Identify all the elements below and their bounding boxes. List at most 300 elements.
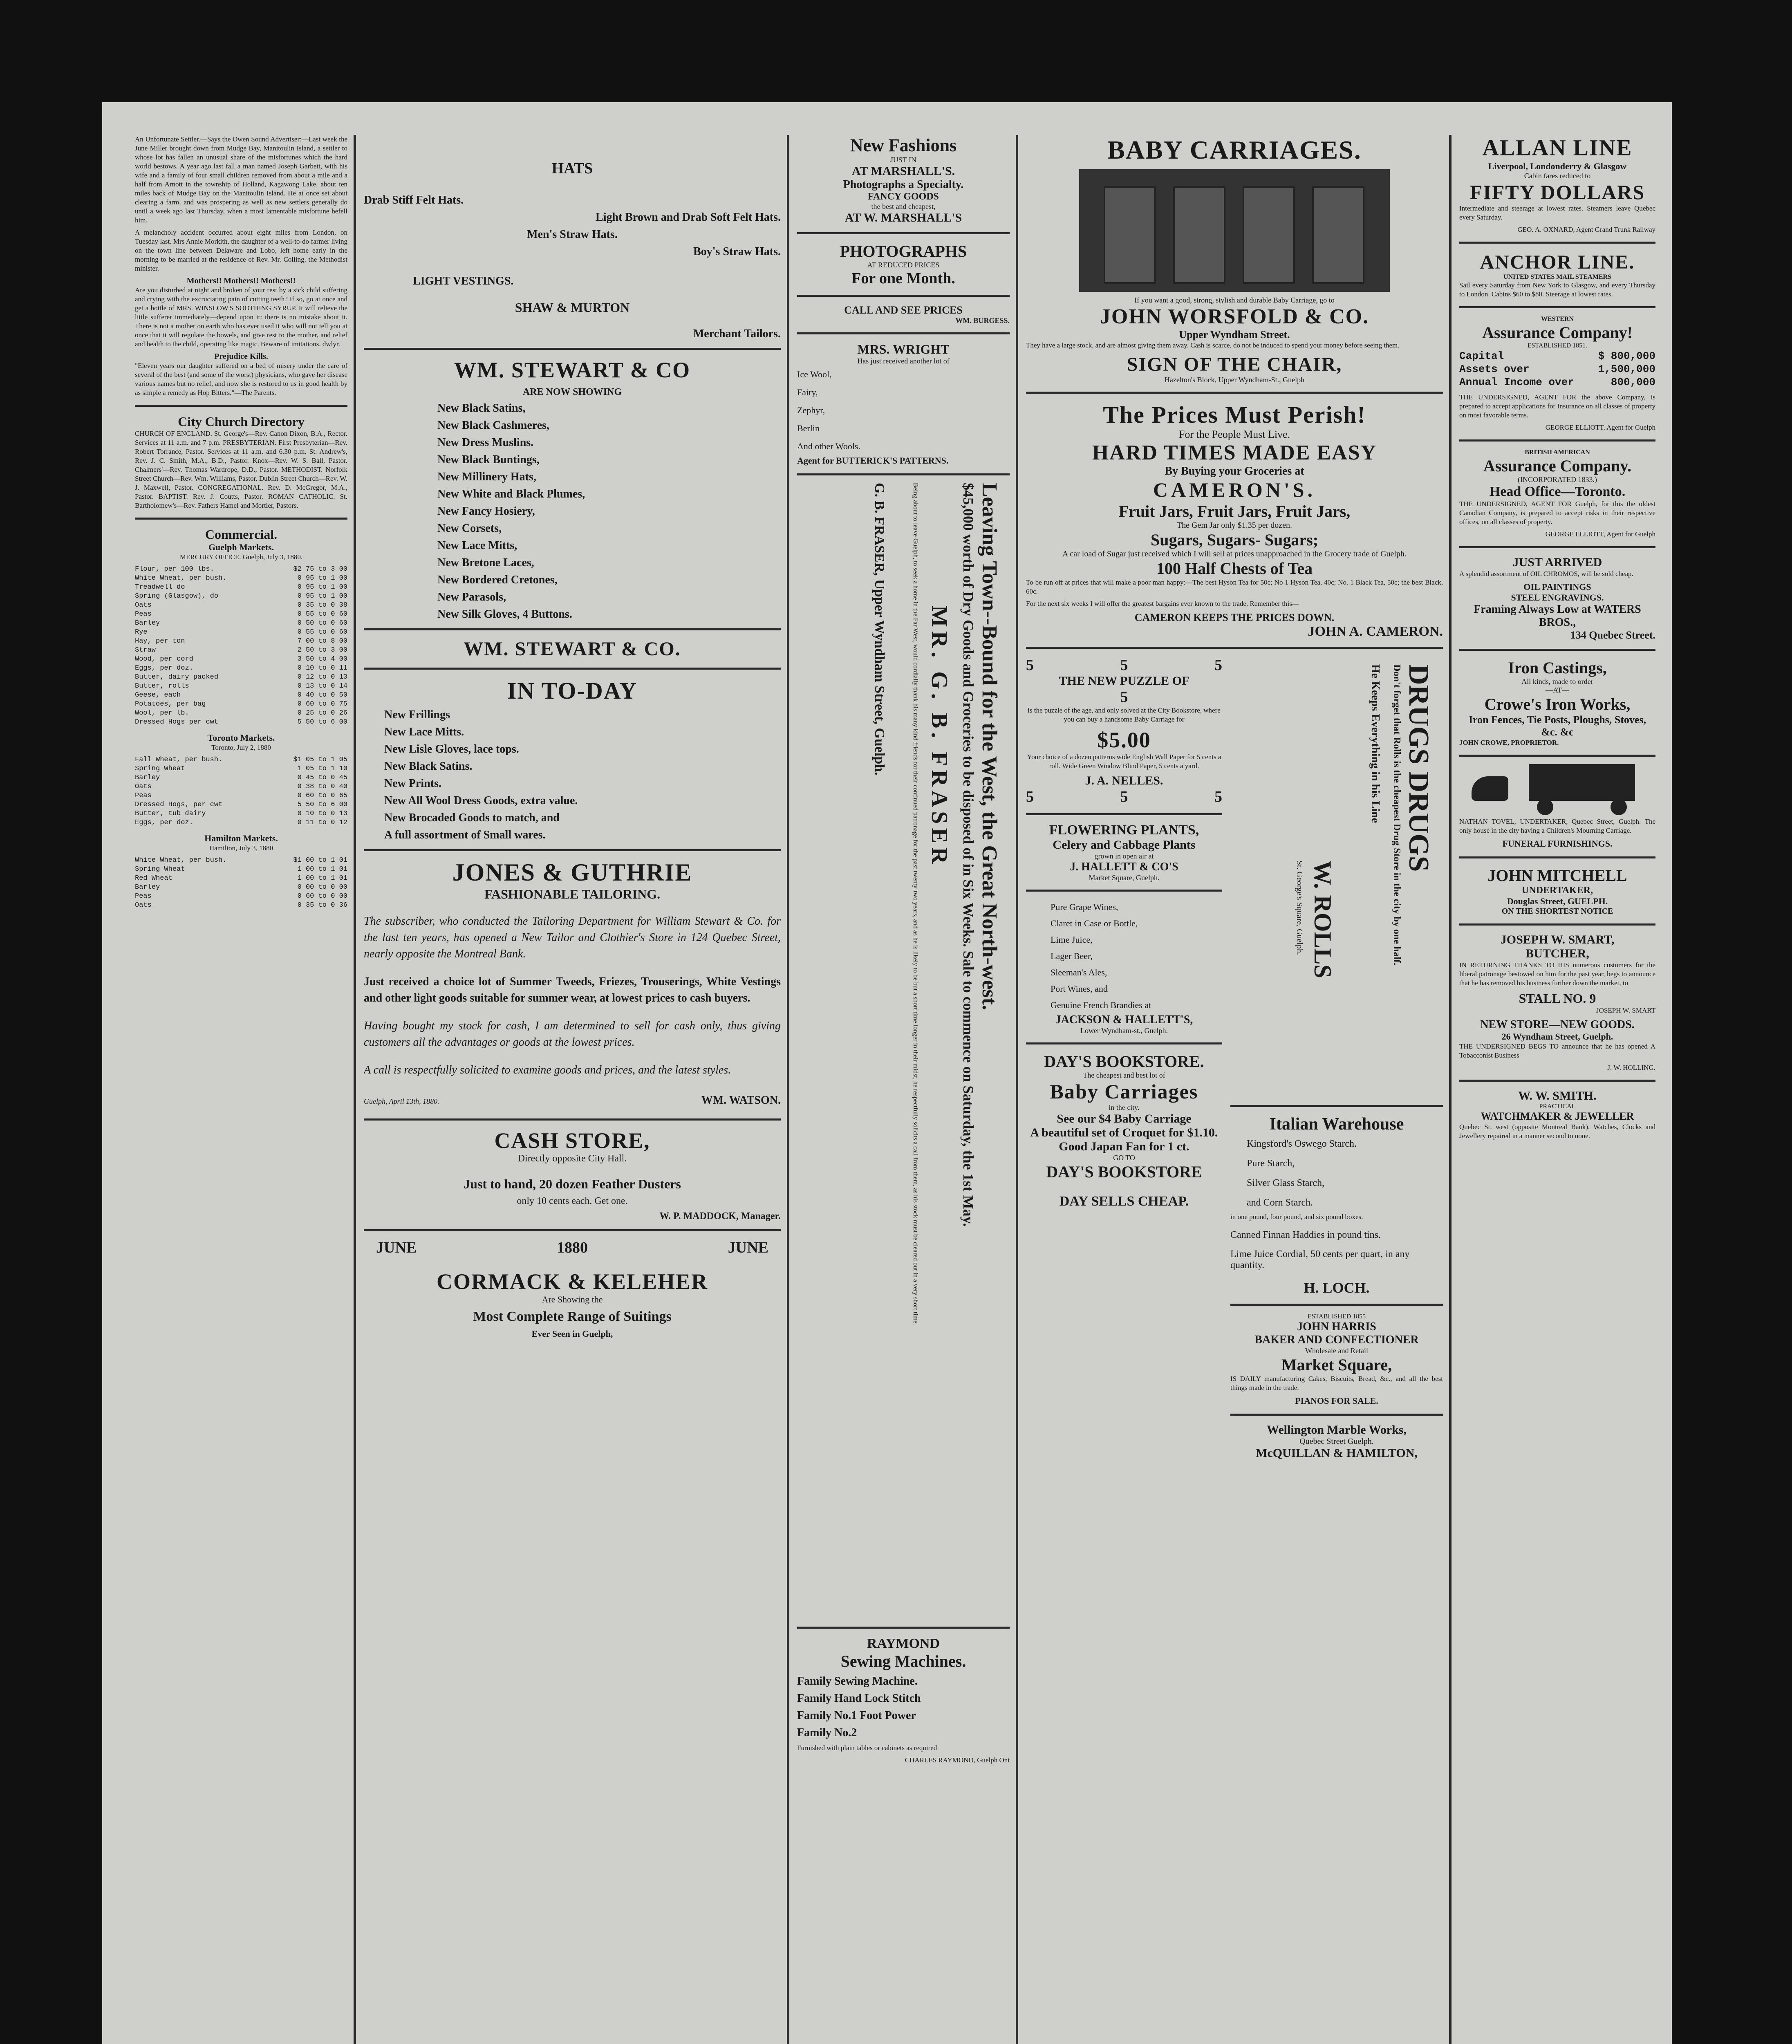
- cormack-guelph: Ever Seen in Guelph,: [531, 1329, 613, 1339]
- keeps-everything: He Keeps Everything in his Line: [1369, 664, 1382, 823]
- market-row: [135, 856, 347, 865]
- worsfold-text: They have a large stock, and are almost giving them away. Cash is scarce, do not be induced to spend your money before seeing them.: [1026, 341, 1400, 349]
- market-price: 0 00 to 0 00: [297, 883, 347, 891]
- fruit-jars: Fruit Jars, Fruit Jars, Fruit Jars,: [1118, 502, 1351, 520]
- market-price: 0 35 to 0 38: [297, 601, 347, 609]
- column-ads-right: [1026, 135, 1443, 2044]
- market-price: 0 12 to 0 13: [297, 673, 347, 681]
- anchor-line: ANCHOR LINE.: [1480, 251, 1635, 273]
- sign-of-chair: SIGN OF THE CHAIR,: [1127, 354, 1342, 375]
- john-mitchell: JOHN MITCHELL: [1487, 866, 1627, 885]
- tea-text-2: For the next six weeks I will offer the greatest bargains ever known to the trade. Remember this—: [1026, 600, 1299, 607]
- market-price: 5 50 to 6 00: [297, 718, 347, 726]
- market-row: [135, 601, 347, 610]
- market-row: [135, 818, 347, 827]
- baby-text: If you want a good, strong, stylish and durable Baby Carriage, go to: [1134, 296, 1335, 304]
- five-bottom-left: 5: [1026, 788, 1034, 805]
- stewart-item: New Black Buntings,: [437, 453, 540, 466]
- cormack-keleher: CORMACK & KELEHER: [436, 1269, 708, 1294]
- hats-item-3: Men's Straw Hats.: [527, 228, 618, 241]
- today-item: New Prints.: [384, 777, 441, 790]
- british-agent-text: THE UNDERSIGNED, AGENT FOR Guelph, for this the oldest Canadian Company, is prepared to accept risks in their respective offices, on all classes of property.: [1459, 500, 1655, 526]
- wine-item: Lime Juice,: [1051, 935, 1093, 945]
- divider: [1026, 813, 1222, 815]
- capital-label: Capital: [1459, 350, 1504, 362]
- five-bottom-mid: 5: [1120, 788, 1128, 805]
- fraser-signature: G. B. FRASER, Upper Wyndham Street, Guelph.: [872, 483, 887, 775]
- hats-item-2: Light Brown and Drab Soft Felt Hats.: [596, 211, 781, 224]
- vestings: LIGHT VESTINGS.: [413, 275, 514, 287]
- story-accident: A melancholy accident occurred about eight miles from London, on Tuesday last. Mrs Annie Morkith, the daughter of a well-to-do farmer living on the town line between Delaware and Lobo, left home early in the morning to be married at the residence of Rev. Mr. Colling, the Methodist minister.: [135, 229, 347, 272]
- puzzle-price: $5.00: [1097, 728, 1151, 752]
- divider: [1230, 1304, 1443, 1306]
- western-assurance: Assurance Company!: [1482, 323, 1633, 342]
- wine-item: Pure Grape Wines,: [1051, 902, 1118, 912]
- market-row: [135, 592, 347, 601]
- market-row: [135, 764, 347, 773]
- market-price: 0 11 to 0 12: [297, 819, 347, 827]
- divider: [364, 668, 781, 670]
- waters-bros: Framing Always Low at WATERS BROS.,: [1474, 603, 1641, 629]
- smart-signature: JOSEPH W. SMART: [1596, 1006, 1655, 1014]
- quebec-134: 134 Quebec Street.: [1570, 629, 1655, 641]
- june-left: JUNE: [376, 1239, 417, 1256]
- market-item: Barley: [135, 883, 160, 891]
- divider: [1459, 439, 1655, 442]
- british-assurance: Assurance Company.: [1483, 457, 1632, 475]
- church-heading: City Church Directory: [178, 414, 305, 429]
- market-row: [135, 664, 347, 673]
- grown: grown in open air at: [1094, 852, 1154, 860]
- butterick: Agent for BUTTERICK'S PATTERNS.: [797, 455, 949, 466]
- market-price: 0 60 to 0 65: [297, 792, 347, 800]
- fancy-goods-sub: the best and cheapest,: [871, 202, 936, 211]
- market-item: Wood, per cord: [135, 655, 193, 663]
- photographs-heading: PHOTOGRAPHS: [840, 242, 967, 260]
- harris-established: ESTABLISHED 1855: [1307, 1313, 1366, 1320]
- sugars: Sugars, Sugars- Sugars;: [1150, 531, 1319, 549]
- pianos: PIANOS FOR SALE.: [1295, 1396, 1378, 1406]
- stewart-item: New Millinery Hats,: [437, 471, 536, 483]
- w-rolls: W. ROLLS: [1309, 861, 1336, 978]
- today-item: New Lace Mitts.: [384, 726, 464, 738]
- wright-sub: Has just received another lot of: [857, 357, 950, 365]
- crowes-iron-works: Crowe's Iron Works,: [1484, 695, 1631, 713]
- iron-castings: Iron Castings,: [1508, 659, 1607, 677]
- market-row: [135, 619, 347, 628]
- finnan-haddies: Canned Finnan Haddies in pound tins.: [1230, 1230, 1381, 1240]
- column-rule: [787, 135, 789, 2044]
- market-row: [135, 691, 347, 700]
- market-item: White Wheat, per bush.: [135, 574, 227, 582]
- divider: [1459, 1080, 1655, 1082]
- jones-text-3: Having bought my stock for cash, I am determined to sell for cash only, thus giving customers all the advantages or goods at the lowest prices.: [364, 1020, 781, 1049]
- lime-juice: Lime Juice Cordial, 50 cents per quart, in any quantity.: [1230, 1249, 1410, 1271]
- gem-jar: The Gem Jar only $1.35 per dozen.: [1176, 521, 1292, 530]
- reduced-prices: AT REDUCED PRICES: [867, 261, 940, 269]
- starch-item: and Corn Starch.: [1247, 1197, 1313, 1208]
- market-row: [135, 874, 347, 883]
- john-a-cameron: JOHN A. CAMERON.: [1308, 624, 1443, 639]
- jones-text-4: A call is respectfully solicited to examine goods and prices, and the latest styles.: [364, 1064, 731, 1076]
- five-bottom-right: 5: [1214, 788, 1222, 805]
- fashionable-tailoring: FASHIONABLE TAILORING.: [484, 887, 661, 901]
- half-chests-tea: 100 Half Chests of Tea: [1156, 559, 1313, 578]
- divider: [1026, 890, 1222, 892]
- just-in: JUST IN: [890, 156, 917, 164]
- starch-item: Kingsford's Oswego Starch.: [1247, 1139, 1357, 1149]
- market-price: 0 55 to 0 60: [297, 610, 347, 618]
- story-settler: An Unfortunate Settler.—Says the Owen Sound Advertiser:—Last week the June Miller brought down from Mudge Bay, Manitoulin Island, a settler to whose lot has fallen an unusual share of the misfortunes which the hard world bestows. A year ago last fall a man named Joseph Garbett, with his wife and a family of four small children removed from about a mile and a half from Arnott in the township of Holland, Kagawong Lake, about ten miles back of Mudge Bay on the Manitoulin Island. He at once set about clearing a farm, and was prospering as well as new settlers generally do until a week ago last Thursday, when a most lamentable misfortune befell him.: [135, 135, 347, 224]
- sewing-signature: CHARLES RAYMOND, Guelph Ont: [905, 1756, 1010, 1764]
- tobacconist: THE UNDERSIGNED BEGS TO announce that he has opened A Tobacconist Business: [1459, 1042, 1655, 1059]
- wool-list: [797, 365, 1010, 455]
- wholesale: Wholesale and Retail: [1305, 1347, 1368, 1355]
- market-row: [135, 892, 347, 901]
- cameron-keeps: CAMERON KEEPS THE PRICES DOWN.: [1134, 612, 1335, 623]
- market-item: Red Wheat: [135, 874, 172, 882]
- wine-list: [1051, 899, 1222, 1013]
- smart-text: IN RETURNING THANKS TO HIS numerous customers for the liberal patronage bestowed on him for the past year, begs to announce that he has removed his business further down the market, to: [1459, 961, 1655, 987]
- market-price: 0 60 to 0 75: [297, 700, 347, 708]
- forty-five-thousand: $45,000 worth of Dry Goods and Groceries to be disposed of in Six Weeks. Sale to commence on Saturday, the 1st May.: [960, 483, 977, 1227]
- market-price: 0 40 to 0 50: [297, 691, 347, 699]
- chair-address: Hazelton's Block, Upper Wyndham-St., Guelph: [1164, 376, 1305, 384]
- market-price: 0 38 to 0 40: [297, 783, 347, 791]
- western: WESTERN: [1541, 316, 1574, 323]
- church-directory: CHURCH OF ENGLAND. St. George's—Rev. Canon Dixon, B.A., Rector. Services at 11 a.m. and 7 p.m. PRESBYTERIAN. First Presbyterian—Rev. Robert Torrance, Pastor. Services at 11 a.m. and 6.30 p.m. St. Andrew's, Rev. J. C. Smith, M.A., B.D., Pastor. Knox—Rev. W. S. Ball, Pastor. Chalmers'—Rev. Thomas Wardrope, D.D., Pastor. METHODIST. Norfolk Street Church—Rev. Wm. Williams, Pastor. Dublin Street Church—Rev. W. J. Maxwell, Pastor. CONGREGATIONAL. Rev. D. McGregor, M.A., Pastor. BAPTIST. Rev. J. Coutts, Pastor. ROMAN CATHOLIC. St. Bartholomew's—Rev. Fathers Hamel and Mortier, Pastors.: [135, 430, 347, 509]
- today-item: New Black Satins.: [384, 760, 473, 773]
- cormack-suitings: Most Complete Range of Suitings: [473, 1309, 672, 1324]
- market-item: Peas: [135, 792, 152, 800]
- market-item: Spring Wheat: [135, 765, 185, 773]
- upper-wyndham: Upper Wyndham Street.: [1179, 329, 1290, 341]
- steel-engravings: STEEL ENGRAVINGS.: [1511, 592, 1604, 603]
- watchmaker: WATCHMAKER & JEWELLER: [1481, 1110, 1634, 1122]
- burgess: WM. BURGESS.: [955, 316, 1010, 325]
- market-item: Oats: [135, 901, 152, 909]
- hard-times: HARD TIMES MADE EASY: [1092, 441, 1377, 464]
- toronto-markets-heading: Toronto Markets.: [207, 733, 275, 743]
- divider: [1459, 306, 1655, 308]
- allan-line: ALLAN LINE: [1482, 135, 1633, 161]
- harris-text: IS DAILY manufacturing Cakes, Biscuits, Bread, &c., and all the best things made in the trade.: [1230, 1375, 1443, 1392]
- chromos: A splendid assortment of OIL CHROMOS, will be sold cheap.: [1459, 570, 1633, 578]
- drugs-drugs: DRUGS DRUGS: [1403, 664, 1434, 872]
- market-price: $1 00 to 1 01: [293, 856, 347, 864]
- call-see-prices: CALL AND SEE PRICES: [844, 304, 963, 316]
- starch-item: Pure Starch,: [1247, 1158, 1295, 1169]
- divider: [797, 232, 1010, 234]
- wine-item: Sleeman's Ales,: [1051, 967, 1107, 977]
- divider: [364, 849, 781, 851]
- starch-list: [1247, 1134, 1443, 1213]
- market-row: [135, 700, 347, 709]
- divider: [1230, 1105, 1443, 1107]
- market-item: Fall Wheat, per bush.: [135, 756, 223, 764]
- divider: [797, 473, 1010, 475]
- john-harris: JOHN HARRIS: [1297, 1320, 1376, 1333]
- column-notices: [1459, 135, 1655, 2044]
- market-price: 5 50 to 6 00: [297, 801, 347, 809]
- market-row: [135, 782, 347, 791]
- british-american: BRITISH AMERICAN: [1525, 449, 1590, 456]
- by-buying: By Buying your Groceries at: [1165, 465, 1304, 477]
- stewart-item: New White and Black Plumes,: [437, 488, 585, 500]
- column-ads-middle: [797, 135, 1010, 2044]
- guelph-markets-date: MERCURY OFFICE. Guelph, July 3, 1880.: [179, 553, 303, 561]
- douglas-street: Douglas Street, GUELPH.: [1507, 896, 1608, 906]
- divider: [797, 1627, 1010, 1629]
- capital-value: $ 800,000: [1598, 350, 1655, 362]
- worsfold: JOHN WORSFOLD & CO.: [1100, 305, 1369, 328]
- photographs-specialty: Photographs a Specialty.: [843, 178, 964, 191]
- funeral-furnishings: FUNERAL FURNISHINGS.: [1502, 838, 1613, 849]
- fraser-text: Being about to leave Guelph, to seek a home in the Far West, would cordially thank his many kind friends for their continued patronage for the past twenty-two years, and as he is likely to be but a short time longer in their midst, he respectfully solicits a call from them, as his stock must be cleared out in a very short time.: [912, 483, 919, 1325]
- market-price: 0 95 to 1 00: [297, 574, 347, 582]
- jones-text-1: The subscriber, who conducted the Tailoring Department for William Stewart & Co. for the last ten years, has opened a New Tailor and Clothier's Store in 124 Quebec Street, nearly opposite the Montreal Bank.: [364, 915, 781, 960]
- wool-item: Berlin: [797, 423, 820, 433]
- prejudice-heading: Prejudice Kills.: [214, 352, 268, 361]
- jackson-address: Lower Wyndham-st., Guelph.: [1080, 1026, 1168, 1035]
- iron-sub: All kinds, made to order: [1521, 677, 1593, 686]
- divider: [364, 628, 781, 630]
- market-price: 0 95 to 1 00: [297, 583, 347, 591]
- stewart-item: New Bordered Cretones,: [437, 574, 558, 586]
- baby-carriage-illustration: [1079, 169, 1390, 292]
- market-row: [135, 800, 347, 809]
- guelph-markets-table: [135, 565, 347, 727]
- market-price: 0 95 to 1 00: [297, 592, 347, 600]
- mcquillan: McQUILLAN & HAMILTON,: [1256, 1446, 1418, 1460]
- market-row: [135, 565, 347, 574]
- column-rule: [1449, 135, 1452, 2044]
- sewing-item: Family No.2: [797, 1726, 857, 1739]
- stewart-item: New Black Cashmeres,: [437, 419, 550, 432]
- five-mid: 5: [1120, 657, 1128, 674]
- hallett: J. HALLETT & CO'S: [1070, 861, 1178, 873]
- new-store: NEW STORE—NEW GOODS.: [1480, 1018, 1635, 1031]
- market-row: [135, 791, 347, 800]
- market-row: [135, 755, 347, 764]
- jones-signature: WM. WATSON.: [701, 1094, 781, 1107]
- divider: [364, 348, 781, 350]
- market-square-2: Market Square,: [1281, 1356, 1392, 1374]
- in-today: IN TO-DAY: [507, 677, 638, 704]
- sewing-list: [797, 1675, 1010, 1739]
- baker: BAKER AND CONFECTIONER: [1254, 1334, 1419, 1346]
- allan-text: Intermediate and steerage at lowest rates. Steamers leave Quebec every Saturday.: [1459, 204, 1655, 221]
- undertaker: UNDERTAKER,: [1521, 885, 1593, 896]
- market-row: [135, 646, 347, 655]
- market-item: Butter, rolls: [135, 682, 189, 690]
- stewart-item: New Bretone Laces,: [437, 556, 534, 569]
- market-item: Barley: [135, 619, 160, 627]
- market-price: $2 75 to 3 00: [293, 565, 347, 573]
- market-item: Dressed Hogs per cwt: [135, 718, 219, 726]
- puzzle-ad: [1026, 656, 1222, 1460]
- five-left: 5: [1026, 657, 1034, 674]
- market-price: $1 05 to 1 05: [293, 756, 347, 764]
- market-item: Geese, each: [135, 691, 181, 699]
- divider: [1459, 856, 1655, 858]
- divider: [1230, 1414, 1443, 1416]
- toronto-markets-date: Toronto, July 2, 1880: [211, 744, 271, 751]
- ww-smith: W. W. SMITH.: [1518, 1089, 1597, 1103]
- fraser-ad: [797, 483, 1010, 1619]
- drugs-text: Don't forget that Rolls is the cheapest Drug Store in the city by one half.: [1391, 664, 1402, 966]
- rolls-address: St. George's Square, Guelph.: [1295, 861, 1304, 955]
- people-live: For the People Must Live.: [1178, 428, 1290, 440]
- assets-value: 1,500,000: [1598, 363, 1655, 375]
- wine-item: Claret in Case or Bottle,: [1051, 918, 1138, 928]
- quebec-street: Quebec Street Guelph.: [1299, 1437, 1374, 1446]
- oil-paintings: OIL PAINTINGS: [1523, 582, 1591, 592]
- mothers-ad: Are you disturbed at night and broken of your rest by a sick child suffering and crying with the excruciating pain of cutting teeth? If so, go at once and get a bottle of MRS. WINSLOW'S SOOTHING SYRUP. It will relieve the little sufferer immediately—depend upon it: there is no mistake about it. There is not a mother on earth who has ever used it who will not tell you at once that it will regulate the bowels, and give rest to the mother, and relief and health to the child, operating like magic. Beware of imitations. dwlyr.: [135, 286, 347, 348]
- market-item: Spring (Glasgow), do: [135, 592, 219, 600]
- prejudice-ad: "Eleven years our daughter suffered on a bed of misery under the care of several of the best (and some of the worst) physicians, who gave her disease various names but no relief, and now she is restored to us in good health by as simple a remedy as Hop Bitters."—The Parents.: [135, 362, 347, 397]
- puzzle-text-2: Your choice of a dozen patterns wide English Wall Paper for 5 cents a roll. Wide Green Window Blind Paper, 5 cents a yard.: [1027, 753, 1221, 770]
- cash-store-address: Directly opposite City Hall.: [517, 1153, 627, 1164]
- today-item: New Brocaded Goods to match, and: [384, 811, 560, 824]
- established-1851: ESTABLISHED 1851.: [1527, 342, 1588, 349]
- fancy-goods: FANCY GOODS: [868, 191, 939, 202]
- market-row: [135, 773, 347, 782]
- japan-fan: Good Japan Fan for 1 ct.: [1059, 1140, 1189, 1153]
- baby-carriages-2: Baby Carriages: [1050, 1080, 1198, 1103]
- market-price: 1 00 to 1 01: [297, 865, 347, 873]
- four-dollar-carriage: See our $4 Baby Carriage: [1057, 1112, 1192, 1125]
- market-item: Rye: [135, 628, 148, 636]
- allan-sub: Liverpool, Londonderry & Glasgow: [1488, 161, 1627, 171]
- sewing-item: Family Hand Lock Stitch: [797, 1692, 921, 1705]
- market-item: Butter, tub dairy: [135, 810, 206, 818]
- market-price: 0 10 to 0 13: [297, 810, 347, 818]
- camerons: CAMERON'S.: [1153, 478, 1316, 501]
- market-row: [135, 901, 347, 910]
- stewart-item: New Parasols,: [437, 591, 506, 603]
- divider: [135, 518, 347, 520]
- head-office: Head Office—Toronto.: [1489, 484, 1626, 499]
- cheapest-lot: The cheapest and best lot of: [1083, 1071, 1165, 1079]
- tovel: NATHAN TOVEL, UNDERTAKER, Quebec Street, Guelph. The only house in the city having a Children's Mourning Carriage.: [1459, 818, 1655, 834]
- cash-store: CASH STORE,: [494, 1128, 650, 1153]
- mr-fraser: MR. G. B. FRASER: [927, 605, 952, 868]
- at-marshalls: AT MARSHALL'S.: [851, 164, 955, 178]
- market-row: [135, 718, 347, 727]
- market-row: [135, 883, 347, 892]
- stewart-item: New Corsets,: [437, 522, 502, 535]
- stewart-item: New Silk Gloves, 4 Buttons.: [437, 608, 572, 621]
- market-item: Wool, per lb.: [135, 709, 189, 717]
- stall-nine: STALL NO. 9: [1519, 991, 1596, 1006]
- market-item: Butter, dairy packed: [135, 673, 219, 681]
- at-line: —AT—: [1546, 686, 1569, 694]
- market-row: [135, 809, 347, 818]
- june-year: 1880: [557, 1239, 588, 1256]
- june-right: JUNE: [728, 1239, 768, 1256]
- column-rule: [1016, 135, 1018, 2044]
- jones-date: Guelph, April 13th, 1880.: [364, 1097, 439, 1105]
- market-item: White Wheat, per bush.: [135, 856, 227, 864]
- jackson-hallett: JACKSON & HALLETT'S,: [1055, 1013, 1193, 1026]
- hamilton-markets-date: Hamilton, July 3, 1880: [209, 844, 273, 852]
- wine-item: Genuine French Brandies at: [1051, 1000, 1151, 1010]
- commercial-heading: Commercial.: [205, 527, 278, 542]
- today-item: New All Wool Dress Goods, extra value.: [384, 794, 578, 807]
- puzzle-text: is the puzzle of the age, and only solved at the City Bookstore, where you can buy a handsome Baby Carriage for: [1028, 706, 1221, 723]
- joseph-smart: JOSEPH W. SMART,: [1500, 933, 1615, 946]
- assets-label: Assets over: [1459, 363, 1530, 375]
- market-square: Market Square, Guelph.: [1089, 874, 1160, 882]
- stewart-item: New Lace Mitts,: [437, 539, 517, 552]
- starch-item: Silver Glass Starch,: [1247, 1178, 1324, 1188]
- celery-plants: Celery and Cabbage Plants: [1053, 838, 1196, 852]
- baby-carriages-title: BABY CARRIAGES.: [1107, 135, 1362, 164]
- hamilton-markets-table: [135, 856, 347, 910]
- market-row: [135, 673, 347, 682]
- wool-item: And other Wools.: [797, 441, 860, 451]
- cash-store-manager: W. P. MADDOCK, Manager.: [659, 1211, 781, 1221]
- jones-guthrie: JONES & GUTHRIE: [452, 859, 692, 886]
- stewart-showing: ARE NOW SHOWING: [522, 387, 622, 397]
- new-fashions: New Fashions: [850, 135, 957, 155]
- market-item: Flour, per 100 lbs.: [135, 565, 214, 573]
- anchor-text: Sail every Saturday from New York to Glasgow, and every Thursday to London. Cabins $60 to $80. Steerage at lowest rates.: [1459, 281, 1655, 298]
- hats-item-4: Boy's Straw Hats.: [693, 245, 781, 258]
- sugar-text: A car load of Sugar just received which I will sell at prices unapproached in the Grocery trade of Guelph.: [1062, 549, 1407, 558]
- hats-title: HATS: [551, 160, 593, 177]
- shortest-notice: ON THE SHORTEST NOTICE: [1501, 907, 1613, 916]
- divider: [1459, 923, 1655, 926]
- market-row: [135, 574, 347, 583]
- column-news: [135, 135, 347, 2044]
- market-price: 0 55 to 0 60: [297, 628, 347, 636]
- starch-sub: in one pound, four pound, and six pound boxes.: [1230, 1213, 1363, 1221]
- market-price: 1 05 to 1 10: [297, 765, 347, 773]
- stewart-item: New Fancy Hosiery,: [437, 505, 535, 518]
- column-ads-left: [364, 135, 781, 2044]
- go-to: GO TO: [1113, 1154, 1135, 1162]
- market-item: Oats: [135, 783, 152, 791]
- divider: [1026, 647, 1443, 649]
- divider: [797, 295, 1010, 297]
- divider: [135, 405, 347, 407]
- oxnard: GEO. A. OXNARD, Agent Grand Trunk Railway: [1517, 226, 1655, 233]
- fifty-dollars: FIFTY DOLLARS: [1469, 181, 1645, 204]
- wool-item: Ice Wool,: [797, 369, 832, 379]
- market-row: [135, 628, 347, 637]
- market-item: Eggs, per doz.: [135, 664, 193, 672]
- leaving-town: Leaving Town--Bound for the West, the Great North-west.: [978, 483, 1001, 1010]
- toronto-markets-table: [135, 755, 347, 827]
- puzzle-five: 5: [1120, 688, 1128, 706]
- divider: [364, 1229, 781, 1231]
- for-one-month: For one Month.: [851, 270, 955, 287]
- italian-warehouse: Italian Warehouse: [1269, 1115, 1404, 1134]
- day-sells-cheap: DAY SELLS CHEAP.: [1059, 1194, 1189, 1209]
- mrs-wright: MRS. WRIGHT: [857, 342, 950, 356]
- guelph-markets-heading: Guelph Markets.: [208, 542, 274, 552]
- stewart-heading: WM. STEWART & CO: [454, 358, 691, 382]
- market-price: 3 50 to 4 00: [297, 655, 347, 663]
- days-bookstore: DAY'S BOOKSTORE.: [1044, 1052, 1204, 1071]
- wool-item: Fairy,: [797, 387, 818, 397]
- drugs-ad: [1230, 656, 1443, 1098]
- market-item: Barley: [135, 774, 160, 782]
- income-value: 800,000: [1611, 376, 1655, 388]
- hats-item-1: Drab Stiff Felt Hats.: [364, 194, 464, 206]
